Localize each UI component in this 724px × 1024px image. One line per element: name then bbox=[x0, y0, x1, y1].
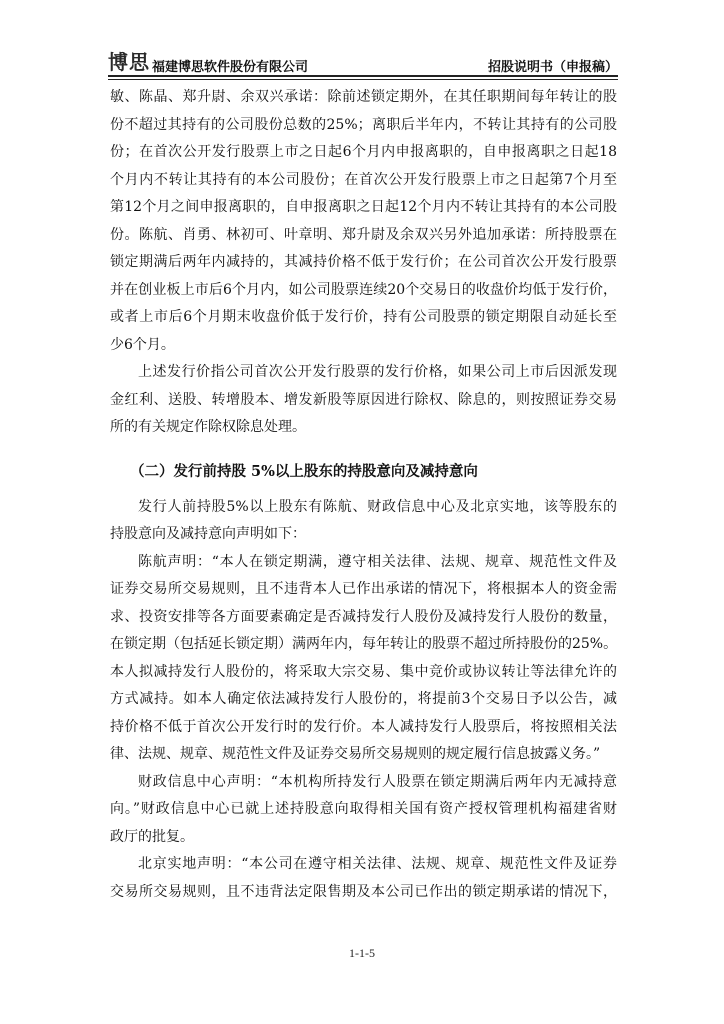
page-header bbox=[108, 40, 618, 80]
text-line: 在锁定期（包括延长锁定期）满两年内，每年转让的股票不超过所持股份的25%。 bbox=[110, 636, 617, 652]
text-line: 所的有关规定作除权除息处理。 bbox=[110, 419, 306, 435]
text-line: 政厅的批复。 bbox=[110, 828, 194, 845]
document-title: 招股说明书（申报稿） bbox=[487, 60, 618, 75]
text-line: 并在创业板上市后6个月内，如公司股票连续20个交易日的收盘价均低于发行价， bbox=[110, 281, 617, 298]
text-line: 少6个月。 bbox=[110, 336, 175, 353]
paragraph-beijing-shidi-statement bbox=[110, 851, 617, 906]
company-logo: 博思 bbox=[108, 50, 150, 74]
paragraph-issue-price bbox=[110, 359, 617, 442]
page-number: 1-1-5 bbox=[349, 946, 375, 960]
text-line: 锁定期满后两年内减持的，其减持价格不低于发行价；在公司首次公开发行股票 bbox=[110, 254, 617, 270]
text-line: 个月内不转让其持有的本公司股份；在首次公开发行股票上市之日起第7个月至 bbox=[110, 171, 617, 188]
text-line: 持股意向及减持意向声明如下： bbox=[110, 526, 306, 542]
text-line: 方式减持。如本人确定依法减持发行人股份的，将提前3个交易日予以公告，减 bbox=[110, 691, 617, 707]
header-rule bbox=[108, 75, 618, 77]
text-line: 陈航声明：“本人在锁定期满，遵守相关法律、法规、规章、规范性文件及 bbox=[138, 553, 617, 570]
text-line: 金红利、送股、转增股本、增发新股等原因进行除权、除息的，则按照证券交易 bbox=[110, 391, 617, 408]
header-rule-thin bbox=[108, 79, 618, 80]
text-line: 份不超过其持有的公司股份总数的25%；离职后半年内，不转让其持有的公司股 bbox=[110, 116, 617, 133]
text-line: 北京实地声明：“本公司在遵守相关法律、法规、规章、规范性文件及证券 bbox=[138, 856, 617, 872]
text-line: 求、投资安排等各方面要素确定是否减持发行人股份及减持发行人股份的数量， bbox=[110, 608, 617, 625]
text-line: 财政信息中心声明：“本机构所持发行人股票在锁定期满后两年内无减持意 bbox=[138, 773, 617, 790]
text-line: 交易所交易规则，且不违背法定限售期及本公司已作出的锁定期承诺的情况下， bbox=[110, 883, 617, 900]
text-line: 发行人前持股5%以上股东有陈航、财政信息中心及北京实地，该等股东的 bbox=[138, 498, 617, 515]
text-line: 律、法规、规章、规范性文件及证券交易所交易规则的规定履行信息披露义务。” bbox=[110, 746, 601, 762]
text-line: 或者上市后6个月期末收盘价低于发行价，持有公司股票的锁定期限自动延长至 bbox=[110, 309, 617, 325]
text-line: 上述发行价指公司首次公开发行股票的发行价格，如果公司上市后因派发现 bbox=[138, 364, 617, 380]
text-line: 份。陈航、肖勇、林初可、叶章明、郑升尉及余双兴另外追加承诺：所持股票在 bbox=[110, 226, 617, 243]
text-line: 第12个月之间申报离职的，自申报离职之日起12个月内不转让其持有的本公司股 bbox=[110, 199, 617, 215]
text-line: 本人拟减持发行人股份的，将采取大宗交易、集中竞价或协议转让等法律允许的 bbox=[110, 663, 617, 680]
paragraph-shareholders bbox=[110, 494, 617, 549]
section-heading: （二）发行前持股 5%以上股东的持股意向及减持意向 bbox=[130, 462, 478, 480]
paragraph-finance-center-statement bbox=[110, 769, 617, 852]
company-name: 福建博思软件股份有限公司 bbox=[152, 60, 309, 75]
text-line: 份；在首次公开发行股票上市之日起6个月内申报离职的，自申报离职之日起18 bbox=[110, 144, 617, 160]
paragraph-chenhang-statement bbox=[110, 549, 617, 769]
text-line: 敏、陈晶、郑升尉、余双兴承诺：除前述锁定期外，在其任职期间每年转让的股 bbox=[110, 89, 617, 105]
document-body bbox=[110, 84, 617, 906]
paragraph-lockup-commitment bbox=[110, 84, 617, 359]
text-line: 持价格不低于首次公开发行时的发行价。本人减持发行人股票后，将按照相关法 bbox=[110, 718, 617, 735]
text-line: 证券交易所交易规则，且不违背本人已作出承诺的情况下，将根据本人的资金需 bbox=[110, 581, 617, 597]
text-line: 向。”财政信息中心已就上述持股意向取得相关国有资产授权管理机构福建省财 bbox=[110, 801, 617, 817]
